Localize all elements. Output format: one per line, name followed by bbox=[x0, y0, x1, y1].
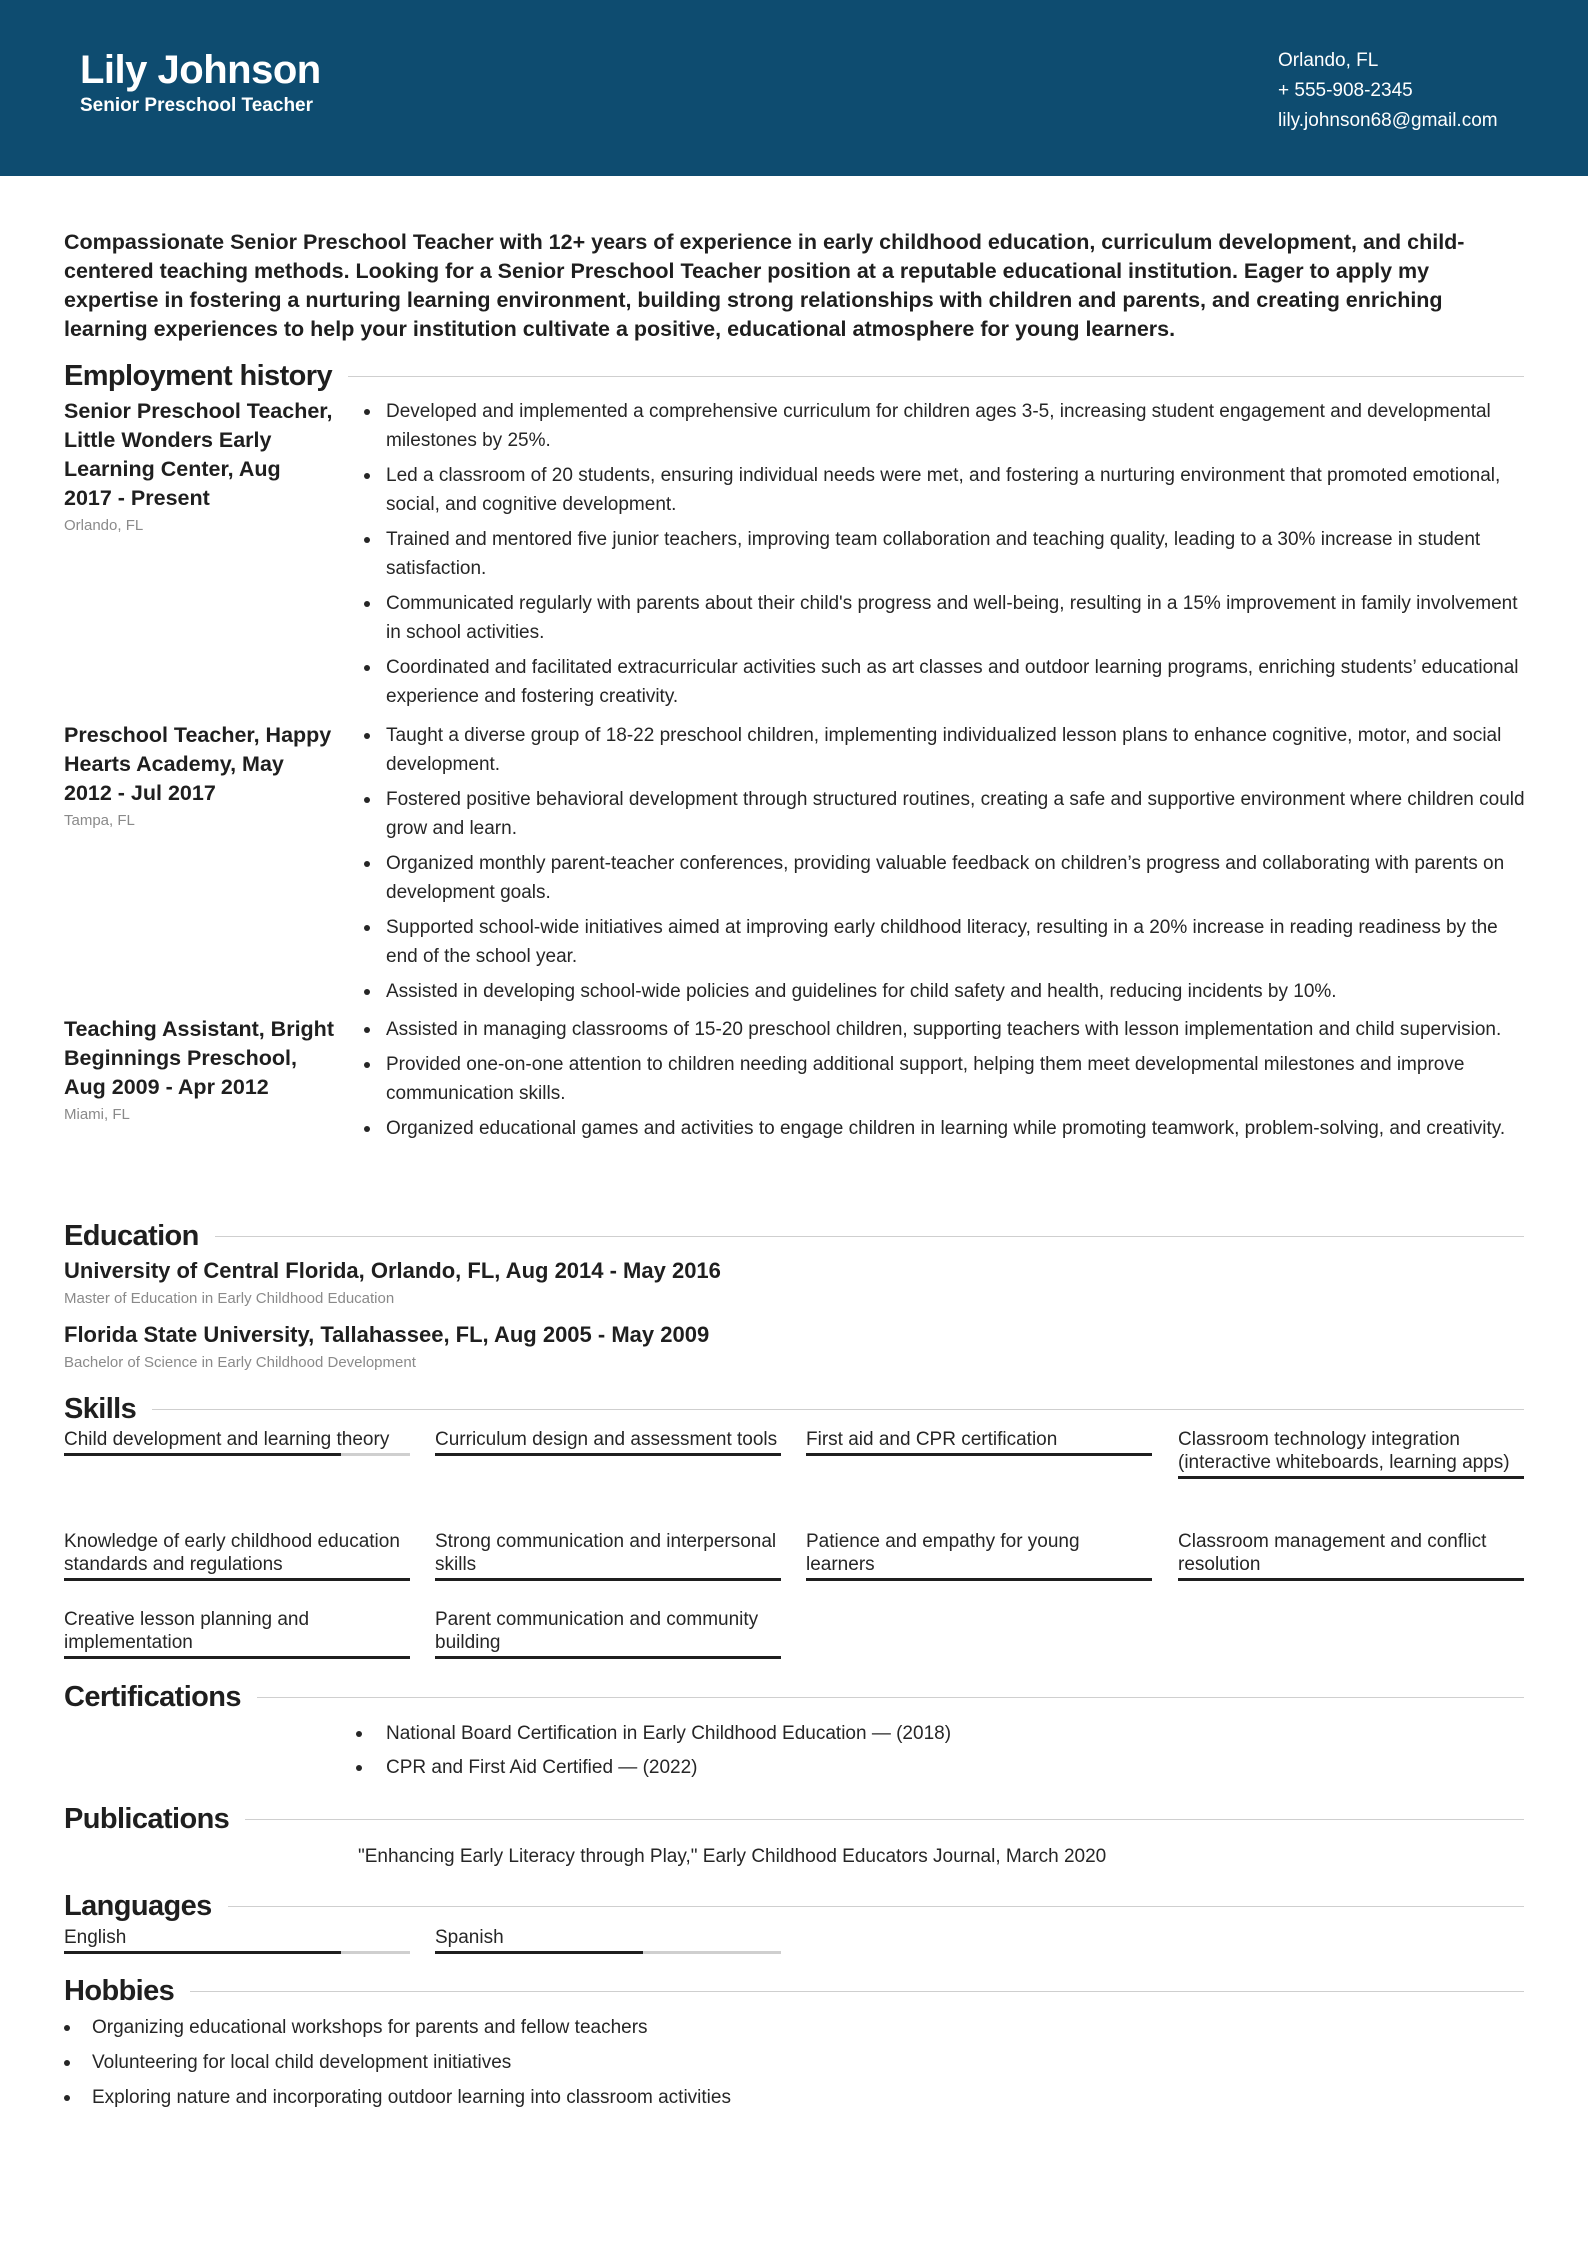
skill-level-fill bbox=[64, 1656, 410, 1659]
skill-level-bar bbox=[64, 1578, 410, 1581]
skill-name: First aid and CPR certification bbox=[806, 1429, 1058, 1450]
languages-heading: Languages bbox=[64, 1890, 212, 1922]
skill-name: Creative lesson planning and implementation bbox=[64, 1609, 310, 1653]
education-degree: Master of Education in Early Childhood Education bbox=[64, 1290, 395, 1307]
job-bullet: Organized monthly parent-teacher conferences, providing valuable feedback on children’s progress and collaborating with parents on development goals. bbox=[364, 849, 1526, 907]
skill-level-bar bbox=[435, 1656, 781, 1659]
job-title: Preschool Teacher, Happy Hearts Academy, May 2012 - Jul 2017 bbox=[64, 723, 332, 805]
skill-name: Knowledge of early childhood education standards and regulations bbox=[64, 1531, 400, 1575]
profile-summary: Compassionate Senior Preschool Teacher with 12+ years of experience in early childhood education, curriculum development, and child-centered teaching methods. Looking for a Senior Preschool Teacher position at a reputable educational institution. Eager to apply my expertise in fostering a nurturing learning environment, building strong relationships with children and parents, and creating enriching learning experiences to help your institution cultivate a positive, educational atmosphere for young learners. bbox=[64, 230, 1465, 341]
skill-level-bar bbox=[64, 1453, 410, 1456]
certifications-section-heading bbox=[64, 1679, 1524, 1715]
language-level-bar bbox=[64, 1951, 410, 1954]
hobbies-heading: Hobbies bbox=[64, 1975, 175, 2007]
job-location: Orlando, FL bbox=[64, 517, 144, 534]
skill-name: Parent communication and community building bbox=[435, 1609, 759, 1653]
language-level-bar bbox=[435, 1951, 781, 1954]
skill-level-fill bbox=[1178, 1578, 1524, 1581]
education-entry bbox=[64, 1320, 709, 1373]
section-divider bbox=[257, 1697, 1524, 1698]
skill-level-bar bbox=[64, 1656, 410, 1659]
section-divider bbox=[190, 1991, 1524, 1992]
contact-info bbox=[1278, 46, 1498, 136]
contact-email: lily.johnson68@gmail.com bbox=[1278, 110, 1498, 131]
skill-item bbox=[435, 1428, 781, 1456]
skill-name: Curriculum design and assessment tools bbox=[435, 1429, 778, 1450]
job-bullet: Taught a diverse group of 18-22 preschool children, implementing individualized lesson plans to enhance cognitive, motor, and social development. bbox=[364, 721, 1526, 779]
job-location: Tampa, FL bbox=[64, 812, 135, 829]
skill-level-fill bbox=[435, 1656, 781, 1659]
skill-level-bar bbox=[806, 1453, 1152, 1456]
language-item bbox=[435, 1926, 781, 1954]
candidate-name: Lily Johnson bbox=[80, 48, 321, 92]
skill-level-fill bbox=[1178, 1476, 1524, 1479]
hobbies-section-heading bbox=[64, 1973, 1524, 2009]
skill-name: Strong communication and interpersonal skills bbox=[435, 1531, 777, 1575]
certifications-heading: Certifications bbox=[64, 1681, 241, 1713]
languages-section-heading bbox=[64, 1888, 1524, 1924]
job-location: Miami, FL bbox=[64, 1106, 130, 1123]
candidate-title: Senior Preschool Teacher bbox=[80, 95, 314, 116]
certification-item: National Board Certification in Early Childhood Education — (2018) bbox=[356, 1719, 951, 1748]
skill-level-bar bbox=[435, 1453, 781, 1456]
skill-item bbox=[1178, 1428, 1524, 1479]
section-divider bbox=[215, 1236, 1524, 1237]
job-bullet: Provided one-on-one attention to children needing additional support, helping them meet developmental milestones and improve communication skills. bbox=[364, 1050, 1526, 1108]
job-bullet: Organized educational games and activities to engage children in learning while promoting teamwork, problem-solving, and creativity. bbox=[364, 1114, 1526, 1143]
publication-item: "Enhancing Early Literacy through Play," Early Childhood Educators Journal, March 2020 bbox=[358, 1846, 1107, 1867]
job-bullet: Fostered positive behavioral development through structured routines, creating a safe and supportive environment where children could grow and learn. bbox=[364, 785, 1526, 843]
publications-section-heading bbox=[64, 1801, 1524, 1837]
skill-item bbox=[1178, 1530, 1524, 1581]
job-bullet: Assisted in developing school-wide policies and guidelines for child safety and health, reducing incidents by 10%. bbox=[364, 977, 1526, 1006]
hobby-item: Organizing educational workshops for parents and fellow teachers bbox=[64, 2013, 731, 2042]
skill-item bbox=[64, 1530, 410, 1581]
skills-heading: Skills bbox=[64, 1393, 137, 1425]
skill-level-bar bbox=[435, 1578, 781, 1581]
job-bullet: Developed and implemented a comprehensive curriculum for children ages 3-5, increasing student engagement and developmental milestones by 25%. bbox=[364, 397, 1526, 455]
skill-name: Child development and learning theory bbox=[64, 1429, 390, 1450]
skill-level-bar bbox=[1178, 1476, 1524, 1479]
education-entry bbox=[64, 1256, 721, 1309]
section-divider bbox=[152, 1409, 1524, 1410]
language-name: Spanish bbox=[435, 1927, 504, 1948]
skill-level-bar bbox=[806, 1578, 1152, 1581]
job-bullet: Communicated regularly with parents about their child's progress and well-being, resulting in a 15% improvement in family involvement in school activities. bbox=[364, 589, 1526, 647]
hobbies-list bbox=[64, 2013, 731, 2118]
skill-level-fill bbox=[64, 1578, 410, 1581]
language-level-fill bbox=[64, 1951, 341, 1954]
education-section-heading bbox=[64, 1218, 1524, 1254]
hobby-item: Exploring nature and incorporating outdoor learning into classroom activities bbox=[64, 2083, 731, 2112]
employment-section-heading bbox=[64, 358, 1524, 394]
education-school: University of Central Florida, Orlando, FL, Aug 2014 - May 2016 bbox=[64, 1258, 721, 1283]
job-bullet: Trained and mentored five junior teachers, improving team collaboration and teaching quality, leading to a 30% increase in student satisfaction. bbox=[364, 525, 1526, 583]
job-bullet: Supported school-wide initiatives aimed at improving early childhood literacy, resulting in a 20% increase in reading readiness by the end of the school year. bbox=[364, 913, 1526, 971]
contact-phone: + 555-908-2345 bbox=[1278, 80, 1413, 101]
education-heading: Education bbox=[64, 1220, 199, 1252]
job-bullets bbox=[364, 1015, 1526, 1149]
skill-item bbox=[64, 1608, 410, 1659]
hobby-item: Volunteering for local child development initiatives bbox=[64, 2048, 731, 2077]
employment-heading: Employment history bbox=[64, 360, 332, 392]
language-item bbox=[64, 1926, 410, 1954]
skill-level-bar bbox=[1178, 1578, 1524, 1581]
resume-header bbox=[0, 0, 1588, 176]
skill-level-fill bbox=[806, 1453, 1152, 1456]
education-school: Florida State University, Tallahassee, FL, Aug 2005 - May 2009 bbox=[64, 1322, 710, 1347]
certification-item: CPR and First Aid Certified — (2022) bbox=[356, 1753, 951, 1782]
skill-name: Classroom management and conflict resolution bbox=[1178, 1531, 1487, 1575]
education-degree: Bachelor of Science in Early Childhood Development bbox=[64, 1354, 416, 1371]
skill-item bbox=[64, 1428, 410, 1456]
skill-level-fill bbox=[806, 1578, 1152, 1581]
skill-item bbox=[435, 1608, 781, 1659]
skill-item bbox=[435, 1530, 781, 1581]
skill-level-fill bbox=[64, 1453, 341, 1456]
skill-name: Classroom technology integration (interactive whiteboards, learning apps) bbox=[1178, 1429, 1510, 1473]
publications-heading: Publications bbox=[64, 1803, 230, 1835]
job-bullet: Led a classroom of 20 students, ensuring individual needs were met, and fostering a nurturing environment that promoted emotional, social, and cognitive development. bbox=[364, 461, 1526, 519]
language-name: English bbox=[64, 1927, 127, 1948]
job-bullet: Coordinated and facilitated extracurricular activities such as art classes and outdoor learning programs, enriching students’ educational experience and fostering creativity. bbox=[364, 653, 1526, 711]
skill-name: Patience and empathy for young learners bbox=[806, 1531, 1080, 1575]
job-bullets bbox=[364, 397, 1526, 717]
job-bullet: Assisted in managing classrooms of 15-20 preschool children, supporting teachers with lesson implementation and child supervision. bbox=[364, 1015, 1526, 1044]
job-title: Senior Preschool Teacher, Little Wonders Early Learning Center, Aug 2017 - Present bbox=[64, 399, 333, 510]
skills-section-heading bbox=[64, 1391, 1524, 1427]
skill-level-fill bbox=[435, 1578, 781, 1581]
language-level-fill bbox=[435, 1951, 643, 1954]
section-divider bbox=[228, 1906, 1524, 1907]
job-bullets bbox=[364, 721, 1526, 1012]
section-divider bbox=[348, 376, 1524, 377]
skill-item bbox=[806, 1428, 1152, 1456]
skill-item bbox=[806, 1530, 1152, 1581]
contact-location: Orlando, FL bbox=[1278, 50, 1379, 71]
certifications-list bbox=[356, 1719, 951, 1787]
section-divider bbox=[245, 1819, 1524, 1820]
skill-level-fill bbox=[435, 1453, 781, 1456]
job-title: Teaching Assistant, Bright Beginnings Preschool, Aug 2009 - Apr 2012 bbox=[64, 1017, 334, 1099]
